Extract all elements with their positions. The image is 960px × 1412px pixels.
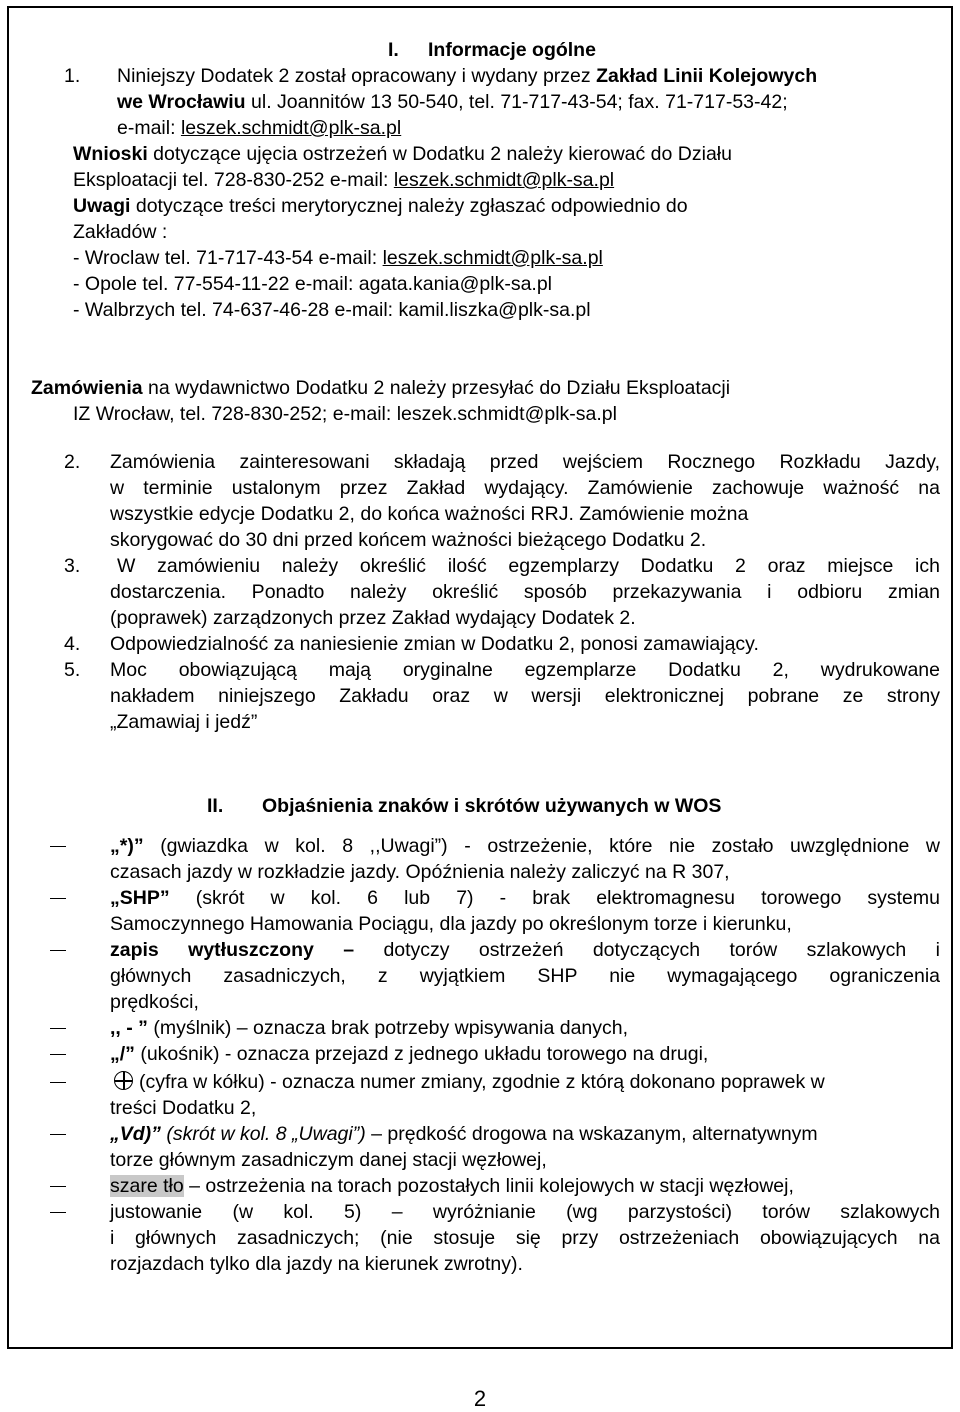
zlk-city: we Wrocławiu — [117, 91, 246, 113]
list-dash — [50, 1028, 66, 1029]
explain-asterisk-line1 — [110, 833, 940, 859]
gray-text: – ostrzeżenia na torach pozostałych linii kolejowych w stacji węzłowej, — [183, 1175, 794, 1197]
explain-shp-line1 — [110, 885, 940, 911]
item5-number: 5. — [64, 659, 81, 681]
dash-text: – oznacza brak potrzeby wpisywania danych, — [236, 1017, 629, 1039]
item1-line1 — [117, 63, 817, 89]
list-dash — [50, 898, 66, 899]
explain-asterisk-line2: czasach jazdy w rozkładzie jazdy. Opóźnienia należy zaliczyć na R 307, — [110, 861, 730, 883]
vd-text: – prędkość drogowa na wskazanym, alternatywnym — [371, 1123, 818, 1145]
section1-heading: Informacje ogólne — [428, 39, 596, 61]
email-link[interactable]: leszek.schmidt@plk-sa.pl — [180, 117, 402, 139]
asterisk-symbol: „*)” — [110, 835, 144, 857]
asterisk-text: (gwiazdka w kol. 8 ,,Uwagi”) - ostrzeżenie, które nie zostało uwzględnione w — [143, 835, 940, 857]
uwagi-label: Uwagi — [73, 195, 131, 217]
contact-wroclaw — [73, 245, 603, 271]
wnioski-text: dotyczące ujęcia ostrzeżeń w Dodatku 2 należy kierować do Działu — [147, 143, 732, 165]
email-label: e-mail: — [117, 117, 181, 139]
contact-opole: - Opole tel. 77-554-11-22 e-mail: agata.kania@plk-sa.pl — [73, 273, 553, 295]
contact-wroclaw-email[interactable]: leszek.schmidt@plk-sa.pl — [382, 247, 603, 269]
explain-slash-line1 — [110, 1041, 708, 1067]
list-dash — [50, 846, 66, 847]
explain-justify-line3: rozjazdach tylko dla jazdy na kierunek zwrotny). — [110, 1253, 523, 1275]
explain-circled-line2: treści Dodatku 2, — [110, 1097, 257, 1119]
zamowienia-label: Zamówienia — [31, 377, 143, 399]
item3-number: 3. — [64, 555, 81, 577]
item3-line3: (poprawek) zarządzonych przez Zakład wydający Dodatek 2. — [110, 607, 636, 629]
explain-justify-line1: justowanie (w kol. 5) – wyróżnianie (wg parzystości) torów szlakowych — [110, 1201, 940, 1223]
shp-symbol: „SHP” — [110, 887, 170, 909]
item2-line3: wszystkie edycje Dodatku 2, do końca ważności RRJ. Zamówienie można — [110, 503, 749, 525]
item2-line4: skorygować do 30 dni przed końcem ważności bieżącego Dodatku 2. — [110, 529, 707, 551]
explain-justify-line2: i głównych zasadniczych; (nie stosuje się przy ostrzeżeniach obowiązujących na — [110, 1227, 940, 1249]
item2-line2: w terminie ustalonym przez Zakład wydający. Zamówienie zachowuje ważność na — [110, 477, 940, 499]
bold-symbol: zapis wytłuszczony – — [110, 939, 355, 961]
explain-bold-line1 — [110, 937, 940, 963]
item3-line2: dostarczenia. Ponadto należy określić sposób przekazywania i odbioru zmian — [110, 581, 940, 603]
gray-background-sample: szare tło — [110, 1175, 184, 1197]
item2-line1: Zamówienia zainteresowani składają przed wejściem Rocznego Rozkładu Jazdy, — [110, 451, 940, 473]
slash-text: (ukośnik) - oznacza przejazd z jednego układu torowego na drugi, — [134, 1043, 709, 1065]
item5-line3: „Zamawiaj i jedź” — [110, 711, 258, 733]
item2-number: 2. — [64, 451, 81, 473]
explain-bold-line2: głównych zasadniczych, z wyjątkiem SHP nie wymagającego ograniczenia — [110, 965, 940, 987]
item1-number: 1. — [64, 65, 81, 87]
item1-text: Niniejszy Dodatek 2 został opracowany i wydany przez — [117, 65, 597, 87]
explain-vd-line2: torze głównym zasadniczym danej stacji węzłowej, — [110, 1149, 547, 1171]
wnioski-line1 — [73, 141, 732, 167]
dash-symbol: ,, - ” — [110, 1017, 148, 1039]
zlk-name: Zakład Linii Kolejowych — [596, 65, 818, 87]
section1-roman: I. — [388, 39, 399, 61]
bold-text: dotyczy ostrzeżeń dotyczących torów szlakowych i — [354, 939, 940, 961]
dash-label: (myślnik) — [147, 1017, 237, 1039]
uwagi-text: dotyczące treści merytorycznej należy zgłaszać odpowiednio do — [130, 195, 688, 217]
uwagi-line2: Zakładów : — [73, 221, 168, 243]
zamowienia-text: na wydawnictwo Dodatku 2 należy przesyłać do Działu Eksploatacji — [142, 377, 731, 399]
list-dash — [50, 1082, 66, 1083]
explain-dash-line1 — [110, 1015, 628, 1041]
page-number: 2 — [473, 1386, 487, 1411]
zamowienia-line2: IZ Wrocław, tel. 728-830-252; e-mail: leszek.schmidt@plk-sa.pl — [73, 403, 617, 425]
section2-heading: Objaśnienia znaków i skrótów używanych w WOS — [262, 795, 722, 817]
item4-number: 4. — [64, 633, 81, 655]
item1-line3 — [117, 115, 401, 141]
list-dash — [50, 1054, 66, 1055]
circled-text: (cyfra w kółku) - oznacza numer zmiany, zgodnie z którą dokonano poprawek w — [139, 1071, 825, 1093]
item3-line1: W zamówieniu należy określić ilość egzemplarzy Dodatku 2 oraz miejsce ich — [117, 555, 940, 577]
item5-line1: Moc obowiązującą mają oryginalne egzemplarze Dodatku 2, wydrukowane — [110, 659, 940, 681]
list-dash — [50, 950, 66, 951]
vd-label: (skrót w kol. 8 „Uwagi”) — [160, 1123, 372, 1145]
explain-bold-line3: prędkości, — [110, 991, 199, 1013]
zamowienia-line1 — [31, 375, 730, 401]
wnioski-line2 — [73, 167, 614, 193]
list-dash — [50, 1134, 66, 1135]
item1-line2 — [117, 89, 788, 115]
wnioski-label: Wnioski — [73, 143, 148, 165]
explain-shp-line2: Samoczynnego Hamowania Pociągu, dla jazdy po określonym torze i kierunku, — [110, 913, 792, 935]
item1-address: ul. Joannitów 13 50-540, tel. 71-717-43-54; fax. 71-717-53-42; — [245, 91, 788, 113]
explain-circled-line1 — [114, 1069, 825, 1095]
uwagi-line1 — [73, 193, 688, 219]
section2-roman: II. — [207, 795, 224, 817]
wnioski-contact: Eksploatacji tel. 728-830-252 e-mail: — [73, 169, 394, 191]
vd-symbol: „Vd)” — [110, 1123, 161, 1145]
list-dash — [50, 1212, 66, 1213]
circled-plus-icon — [114, 1071, 133, 1090]
explain-gray-line1 — [110, 1173, 794, 1199]
list-dash — [50, 1186, 66, 1187]
slash-symbol: „/” — [110, 1043, 135, 1065]
wnioski-email-link[interactable]: leszek.schmidt@plk-sa.pl — [393, 169, 615, 191]
item4-line1: Odpowiedzialność za naniesienie zmian w Dodatku 2, ponosi zamawiający. — [110, 633, 759, 655]
contact-wroclaw-text: - Wroclaw tel. 71-717-43-54 e-mail: — [73, 247, 383, 269]
explain-vd-line1 — [110, 1121, 818, 1147]
shp-text: (skrót w kol. 6 lub 7) - brak elektromagnesu torowego systemu — [169, 887, 940, 909]
item5-line2: nakładem niniejszego Zakładu oraz w wersji elektronicznej pobrane ze strony — [110, 685, 940, 707]
contact-walbrzych: - Walbrzych tel. 74-637-46-28 e-mail: kamil.liszka@plk-sa.pl — [73, 299, 591, 321]
